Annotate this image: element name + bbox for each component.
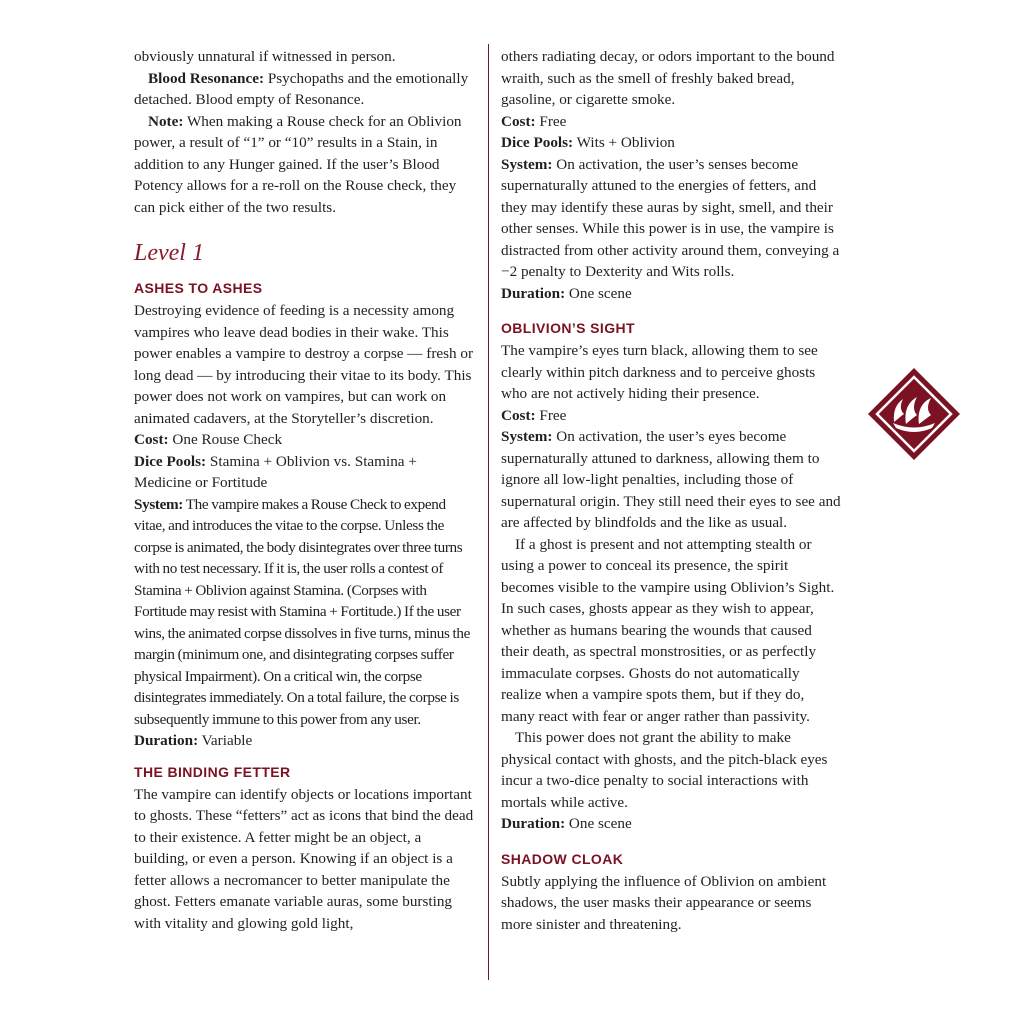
shadow-description: Subtly applying the influence of Oblivion on ambient shadows, the user masks their appearance or seems more sinister and threatening. (501, 872, 827, 933)
system-label: System: (501, 155, 553, 173)
sight-system (501, 426, 841, 534)
dice-pools-label: Dice Pools: (501, 134, 574, 151)
level-heading: Level 1 (134, 240, 204, 266)
dice-pools-label: Dice Pools: (134, 452, 207, 470)
sight-paragraph-3: This power does not grant the ability to make physical contact with ghosts, and the pitch-black eyes incur a two-dice penalty to social interactions with mortals while active. (501, 729, 828, 811)
note-label: Note: (148, 112, 184, 130)
blood-resonance (134, 68, 476, 111)
cost-label: Cost: (501, 406, 536, 424)
cost-label: Cost: (501, 112, 536, 130)
ashes-dice-pools (134, 451, 476, 494)
system-label: System: (501, 428, 553, 445)
duration-label: Duration: (501, 284, 566, 302)
note-text: When making a Rouse check for an Oblivion power, a result of “1” or “10” results in a Stain, in addition to any Hunger gained. If the user’s Blood Potency allows for a re-roll on the Rouse check, they can pick either of the two results. (134, 112, 462, 216)
fetter-cost (501, 111, 841, 133)
system-label: System: (134, 495, 184, 513)
duration-value: One scene (565, 284, 632, 302)
cost-value: Free (535, 406, 567, 424)
left-column (134, 46, 476, 934)
power-title-shadow-cloak: SHADOW CLOAK (501, 850, 624, 867)
sight-paragraph-2: If a ghost is present and not attempting stealth or using a power to conceal its presence, the spirit becomes visible to the vampire using Oblivion’s Sight. In such cases, ghosts appear as they wish to appear, whether as humans bearing the wounds that caused their death, as spectral monstrosities, or as perfectly immaculate corpses. Ghosts do not automatically realize when a vampire spots them, but if they do, many react with fear or anger rather than passivity. (501, 535, 835, 725)
duration-label: Duration: (501, 815, 566, 832)
note-paragraph (134, 111, 476, 219)
sight-duration (501, 813, 841, 835)
system-text: The vampire makes a Rouse Check to expend vitae, and introduces the vitae to the corpse. Unless the corpse is animated, the body disintegrates over three turns with no test necessary. If it is, the user rolls a contest of Stamina + Oblivion against Stamina. (Corpses with Fortitude may resist with Stamina + Fortitude.) If the user wins, the animated corpse dissolves in five turns, minus the margin (minimum one, and disintegrating corpses suffer physical Impairment). On a critical win, the corpse disintegrates immediately. On a total failure, the corpse is subsequently immune to this power from any user. (134, 495, 470, 728)
blood-resonance-text: Psychopaths and the emotionally detached. Blood empty of Resonance. (134, 69, 469, 108)
ashes-system (134, 494, 476, 731)
right-column (501, 46, 841, 935)
fetter-continued: others radiating decay, or odors important to the bound wraith, such as the smell of freshly baked bread, gasoline, or cigarette smoke. (501, 48, 835, 108)
dice-pools-value: Stamina + Oblivion vs. Stamina + Medicine or Fortitude (134, 452, 417, 491)
duration-value: One scene (565, 815, 632, 832)
duration-label: Duration: (134, 732, 199, 749)
system-text: On activation, the user’s eyes become supernaturally attuned to darkness, allowing them to ignore all low-light penalties, including those of supernatural origin. They still need their eyes to see and are affected by blindfolds and the like as usual. (501, 428, 841, 531)
ashes-duration (134, 730, 476, 752)
ashes-cost (134, 429, 476, 451)
oblivion-discipline-icon (866, 366, 962, 462)
ashes-description: Destroying evidence of feeding is a necessity among vampires who leave dead bodies in their wake. This power enables a vampire to destroy a corpse — fresh or long dead — by introducing their vitae to its body. This power does not work on vampires, but can work on animated cadavers, at the Storyteller’s discretion. (134, 302, 474, 427)
system-text: On activation, the user’s senses become supernaturally attuned to the energies of fetters, and they may identify these auras by sight, smell, and their other senses. While this power is in use, the vampire is distracted from other activity around them, conveying a −2 penalty to Dexterity and Wits rolls. (501, 155, 840, 280)
column-divider (488, 44, 489, 980)
fetter-system (501, 154, 841, 283)
power-title-oblivions-sight: OBLIVION’S SIGHT (501, 320, 635, 336)
power-title-binding-fetter: THE BINDING FETTER (134, 763, 291, 780)
cost-value: One Rouse Check (168, 431, 283, 448)
cost-value: Free (535, 112, 567, 130)
fetter-description: The vampire can identify objects or locations important to ghosts. These “fetters” act as icons that bind the dead to their existence. A fetter might be an object, a building, or even a person. Knowing if an object is a fetter allows a necromancer to better manipulate the ghost. Fetters emanate variable auras, some bursting with vitality and glowing gold light, (134, 785, 474, 932)
sight-cost (501, 405, 841, 427)
fetter-dice-pools (501, 132, 841, 154)
dice-pools-value: Wits + Oblivion (573, 134, 675, 151)
sight-description: The vampire’s eyes turn black, allowing them to see clearly within pitch darkness and to perceive ghosts who are not actively hiding their presence. (501, 342, 818, 402)
blood-resonance-label: Blood Resonance: (148, 69, 265, 87)
fetter-duration (501, 283, 841, 305)
cost-label: Cost: (134, 431, 169, 448)
duration-value: Variable (198, 732, 253, 749)
intro-line: obviously unnatural if witnessed in person. (134, 48, 396, 65)
power-title-ashes: ASHES TO ASHES (134, 280, 263, 296)
